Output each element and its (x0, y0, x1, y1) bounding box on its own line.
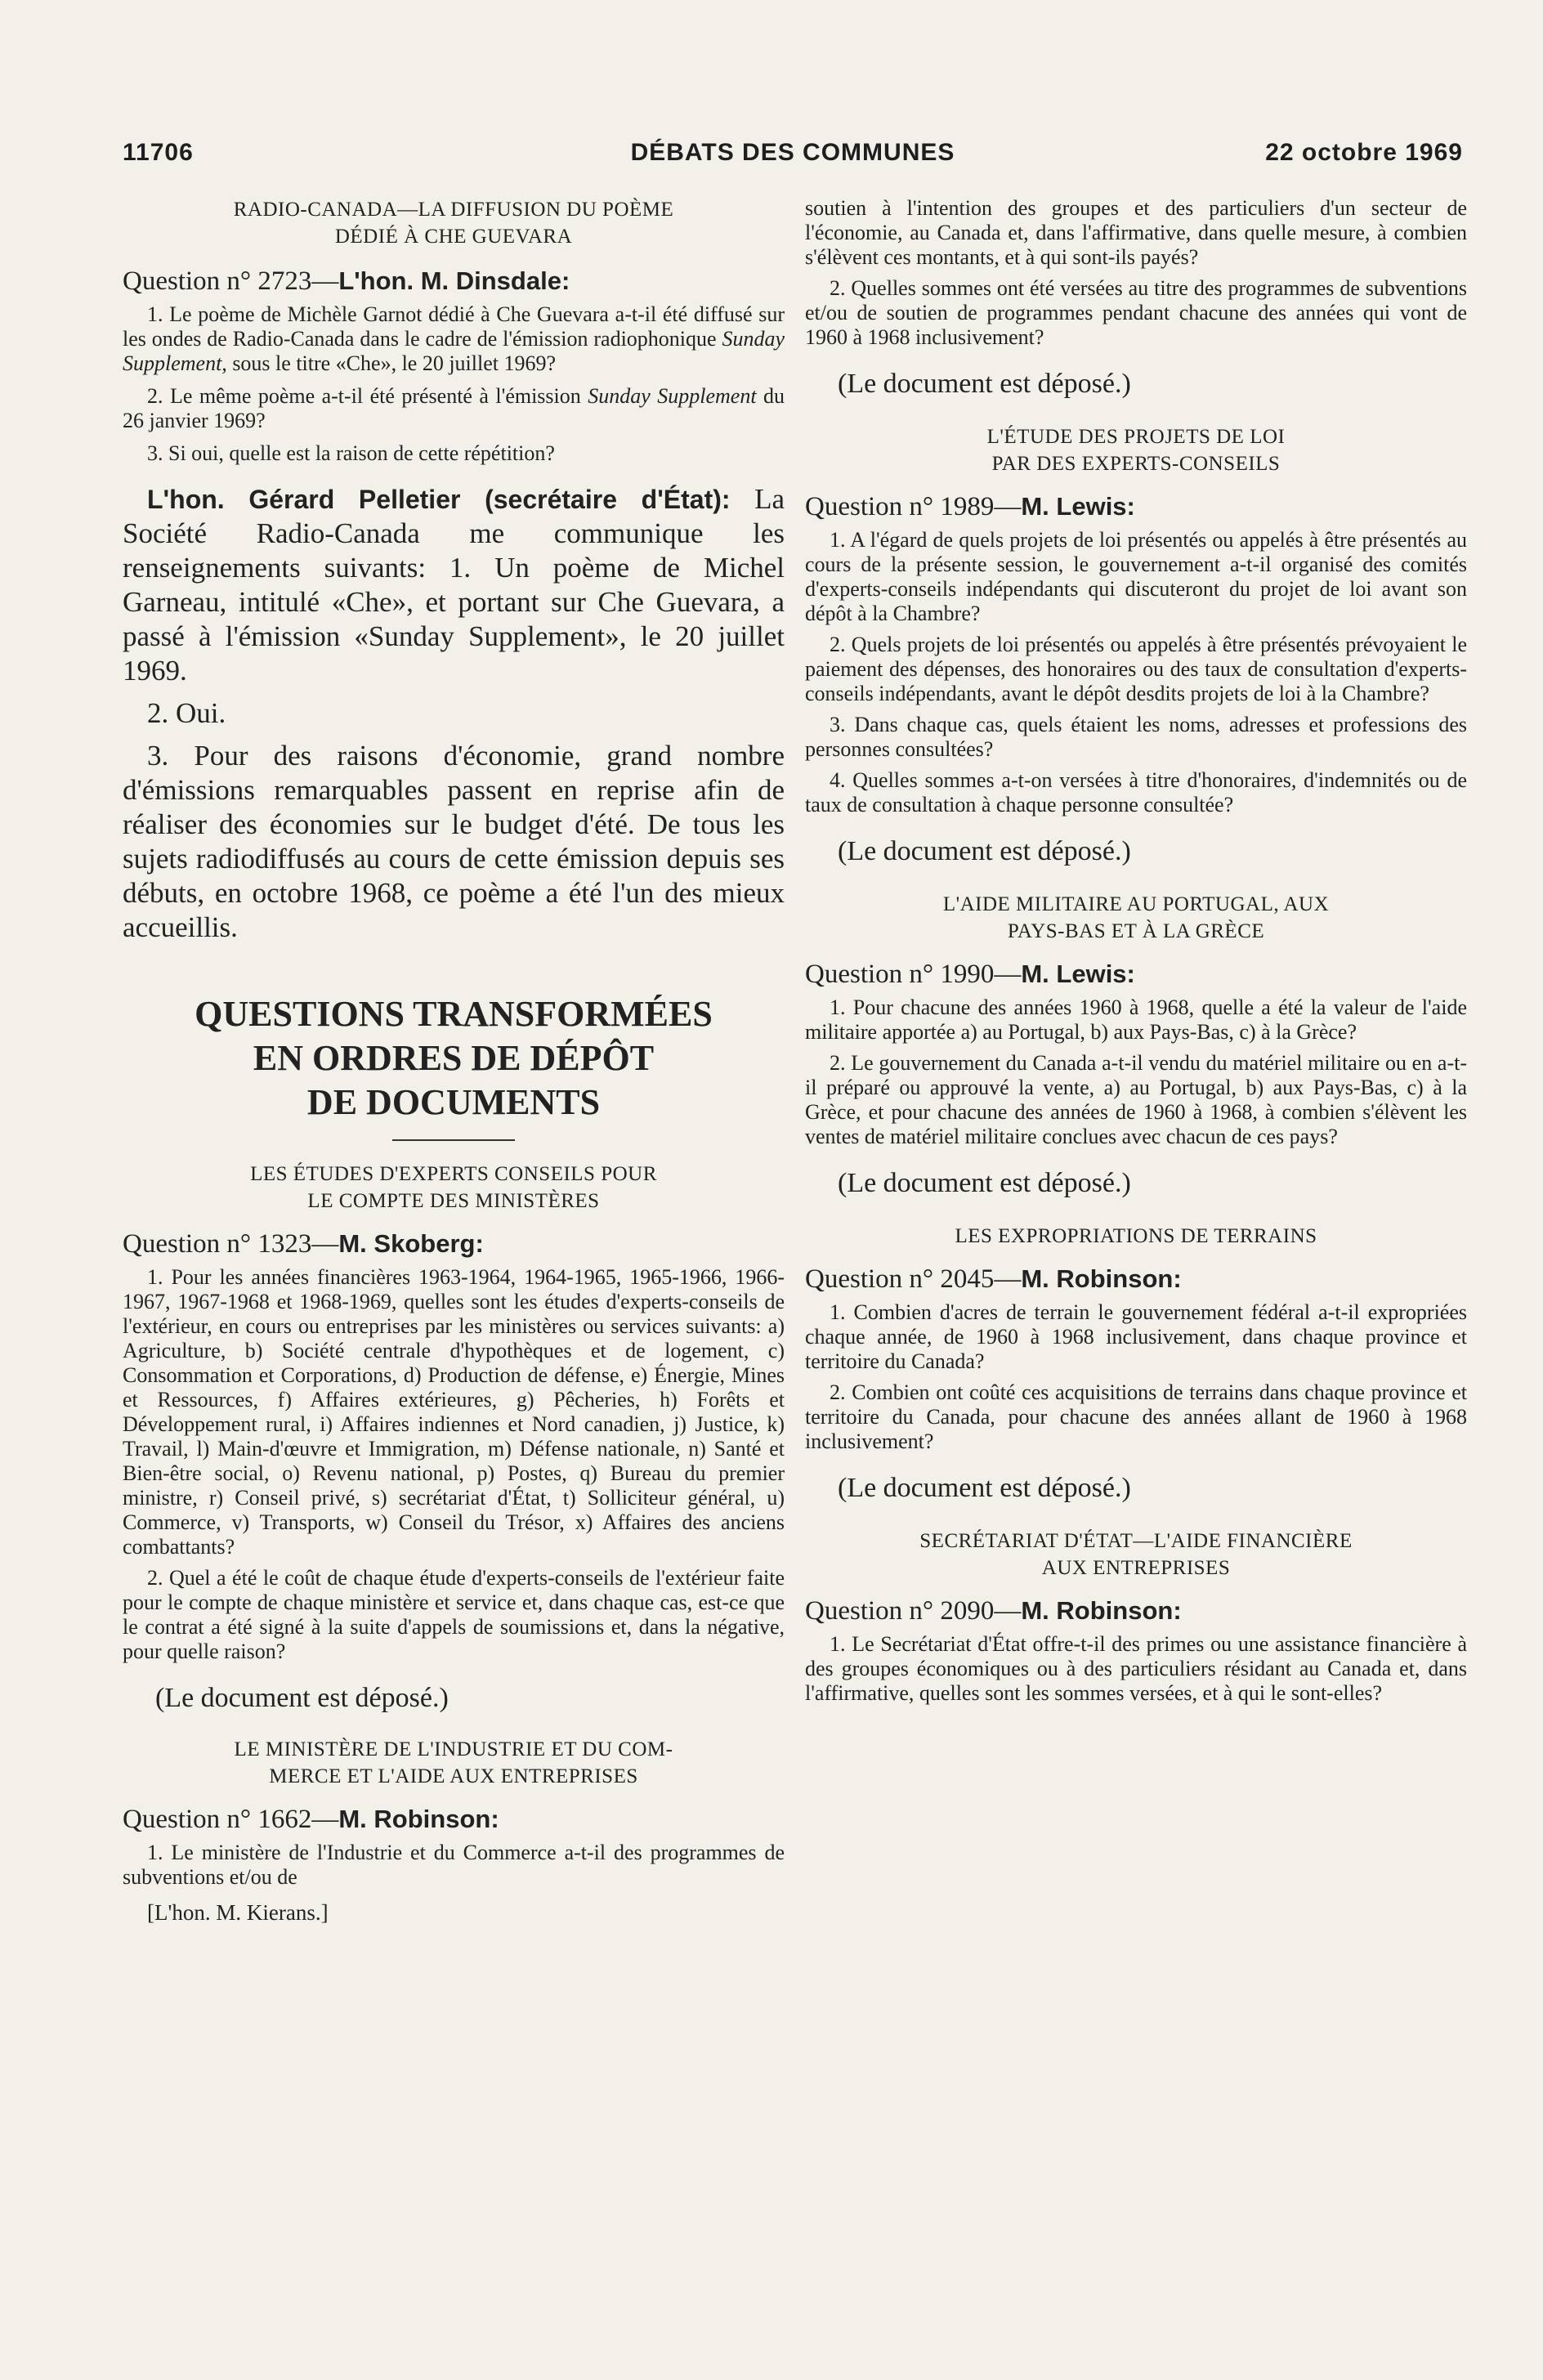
question-paragraph: 1. Le ministère de l'Industrie et du Commerce a-t-il des programmes de subventions et/ou de (123, 1841, 785, 1889)
section-title: AUX ENTREPRISES (1041, 1557, 1231, 1579)
major-heading: QUESTIONS TRANSFORMÉES EN ORDRES DE DÉPÔT DE DOCUMENTS (123, 992, 785, 1141)
question-paragraph: soutien à l'intention des groupes et des particuliers d'un secteur de l'économie, au Canada et, dans l'affirmative, dans quelle mesure, à combien s'élèvent ces montants, et à qui sont-ils payés? (805, 196, 1467, 269)
speaker-signature: [L'hon. M. Kierans.] (147, 1900, 329, 1925)
question-number: Question n° 1990— (805, 960, 1022, 989)
question-number: Question n° 1989— (805, 492, 1022, 521)
page-header (123, 139, 1463, 172)
section-title: SECRÉTARIAT D'ÉTAT—L'AIDE FINANCIÈRE (919, 1530, 1353, 1552)
question-line (123, 1228, 785, 1260)
question-number: Question n° 1662— (123, 1805, 339, 1834)
heading-rule (392, 1139, 515, 1141)
question-paragraph: 3. Si oui, quelle est la raison de cette répétition? (147, 441, 555, 465)
tabled-note: (Le document est déposé.) (155, 1683, 449, 1713)
question-line (123, 1803, 785, 1836)
tabled-note: (Le document est déposé.) (838, 369, 1131, 399)
page-date: 22 octobre 1969 (1265, 139, 1463, 166)
section-title: PAYS-BAS ET À LA GRÈCE (1007, 920, 1265, 942)
questioner-name: M. Lewis: (1021, 492, 1135, 521)
questioner-name: M. Robinson: (338, 1805, 499, 1833)
question-line (805, 1263, 1467, 1295)
question-paragraph: 1. Le poème de Michèle Garnot dédié à Che Guevara a-t-il été diffusé sur les ondes de Radio-Canada dans le cadre de l'émission radiophonique Sunday Supplement, sous le titre «Che», le 20 juillet 1969? (123, 302, 785, 375)
question-paragraph: 1. Le Secrétariat d'État offre-t-il des primes ou une assistance financière à des groupes économiques ou à des particuliers résidant au Canada et, dans l'affirmative, quelles sont les sommes versées, et à qui le sont-elles? (805, 1632, 1467, 1705)
left-column (123, 196, 785, 1926)
section-title: LES ÉTUDES D'EXPERTS CONSEILS POUR (250, 1163, 657, 1185)
question-paragraph: 2. Combien ont coûté ces acquisitions de terrains dans chaque province et territoire du Canada, pour chacune des années allant de 1960 à 1968 inclusivement? (805, 1380, 1467, 1453)
answerer-name: L'hon. Gérard Pelletier (secrétaire d'État): (147, 485, 731, 514)
question-line (805, 958, 1467, 991)
section-title: LE MINISTÈRE DE L'INDUSTRIE ET DU COM- (234, 1738, 673, 1760)
question-paragraph: 2. Quelles sommes ont été versées au titre des programmes de subventions et/ou de soutien de programmes pendant chacune des années qui vont de 1960 à 1968 inclusivement? (805, 276, 1467, 349)
publication-title: DÉBATS DES COMMUNES (630, 139, 955, 166)
tabled-note: (Le document est déposé.) (838, 1168, 1131, 1198)
question-number: Question n° 2723— (123, 266, 339, 296)
tabled-note: (Le document est déposé.) (838, 1473, 1131, 1503)
questioner-name: M. Robinson: (1021, 1264, 1182, 1293)
question-paragraph: 4. Quelles sommes a-t-on versées à titre d'honoraires, d'indemnités ou de taux de consultation à chaque personne consultée? (805, 768, 1467, 816)
questioner-name: M. Lewis: (1021, 960, 1135, 988)
questioner-name: M. Skoberg: (338, 1229, 484, 1258)
section-title: RADIO-CANADA—LA DIFFUSION DU POÈME (233, 199, 674, 221)
question-number: Question n° 1323— (123, 1229, 339, 1259)
tabled-note: (Le document est déposé.) (838, 836, 1131, 866)
question-number: Question n° 2090— (805, 1596, 1022, 1626)
question-line (123, 265, 785, 298)
answer-paragraph: L'hon. Gérard Pelletier (secrétaire d'État): La Société Radio-Canada me communique les renseignements suivants: 1. Un poème de Michel Garneau, intitulé «Che», et portant sur Che Guevara, a passé à l'émission «Sunday Supplement», le 20 juillet 1969. (123, 483, 785, 687)
question-paragraph: 2. Quels projets de loi présentés ou appelés à être présentés prévoyaient le paiement des dépenses, des honoraires ou des taux de consultation d'experts-conseils indépendants, avant le dépôt desdits projets de loi à la Chambre? (805, 633, 1467, 705)
section-title: PAR DES EXPERTS-CONSEILS (991, 453, 1281, 475)
question-paragraph: 3. Dans chaque cas, quels étaient les noms, adresses et professions des personnes consultées? (805, 713, 1467, 761)
right-column (805, 196, 1467, 1706)
question-paragraph: 2. Quel a été le coût de chaque étude d'experts-conseils de l'extérieur faite pour le compte de chaque ministère et service et, dans chaque cas, est-ce que le contrat a été signé à la suite d'appels de soumissions et, dans la négative, pour quelle raison? (123, 1566, 785, 1663)
question-paragraph: 1. Pour les années financières 1963-1964, 1964-1965, 1965-1966, 1966-1967, 1967-1968 et 1968-1969, quelles sont les études d'experts-conseils de l'extérieur, en cours ou entreprises par les ministères ou services suivants: a) Agriculture, b) Société centrale d'hypothèques et de logement, c) Consommation et Corporations, d) Production de défense, e) Énergie, Mines et Ressources, f) Affaires extérieures, g) Pêcheries, h) Forêts et Développement rural, i) Affaires indiennes et Nord canadien, j) Justice, k) Travail, l) Main-d'œuvre et Immigration, m) Défense nationale, n) Santé et Bien-être social, o) Revenu national, p) Postes, q) Bureau du premier ministre, r) Conseil privé, s) secrétariat d'État, t) Solliciteur général, u) Commerce, v) Transports, w) Conseil du Trésor, x) Affaires des anciens combattants? (123, 1265, 785, 1559)
question-line (805, 1595, 1467, 1627)
questioner-name: M. Robinson: (1021, 1596, 1182, 1625)
question-paragraph: 2. Le même poème a-t-il été présenté à l'émission Sunday Supplement du 26 janvier 1969? (123, 384, 785, 432)
page-number: 11706 (123, 139, 194, 166)
question-paragraph: 1. Pour chacune des années 1960 à 1968, quelle a été la valeur de l'aide militaire apportée a) au Portugal, b) aux Pays-Bas, c) à la Grèce? (805, 995, 1467, 1044)
section-title: LES EXPROPRIATIONS DE TERRAINS (955, 1225, 1317, 1247)
answer-paragraph: 2. Oui. (147, 697, 226, 729)
section-title: DÉDIÉ À CHE GUEVARA (334, 226, 573, 248)
section-title: MERCE ET L'AIDE AUX ENTREPRISES (269, 1765, 638, 1787)
question-line (805, 490, 1467, 523)
section-title: LE COMPTE DES MINISTÈRES (307, 1190, 600, 1212)
answer-paragraph: 3. Pour des raisons d'économie, grand nombre d'émissions remarquables passent en reprise afin de réaliser des économies sur le budget d'été. De tous les sujets radiodiffusés au cours de cette émission depuis ses débuts, en octobre 1968, ce poème a été l'un des mieux accueillis. (123, 740, 785, 943)
questioner-name: L'hon. M. Dinsdale: (338, 266, 570, 295)
question-paragraph: 2. Le gouvernement du Canada a-t-il vendu du matériel militaire ou en a-t-il préparé ou approuvé la vente, a) au Portugal, b) aux Pays-Bas, c) à la Grèce, et pour chacune des années de 1960 à 1968, à combien s'élèvent les ventes de matériel militaire conclues avec chacun de ces pays? (805, 1051, 1467, 1148)
question-paragraph: 1. Combien d'acres de terrain le gouvernement fédéral a-t-il expropriées chaque année, de 1960 à 1968 inclusivement, dans chaque province et territoire du Canada? (805, 1300, 1467, 1373)
question-paragraph: 1. A l'égard de quels projets de loi présentés ou appelés à être présentés au cours de la présente session, le gouvernement a-t-il organisé des comités d'experts-conseils indépendants qui discuteront du projet de loi avant son dépôt à la Chambre? (805, 528, 1467, 625)
question-number: Question n° 2045— (805, 1264, 1022, 1294)
section-title: L'AIDE MILITAIRE AU PORTUGAL, AUX (942, 893, 1330, 915)
section-title: L'ÉTUDE DES PROJETS DE LOI (986, 426, 1286, 448)
